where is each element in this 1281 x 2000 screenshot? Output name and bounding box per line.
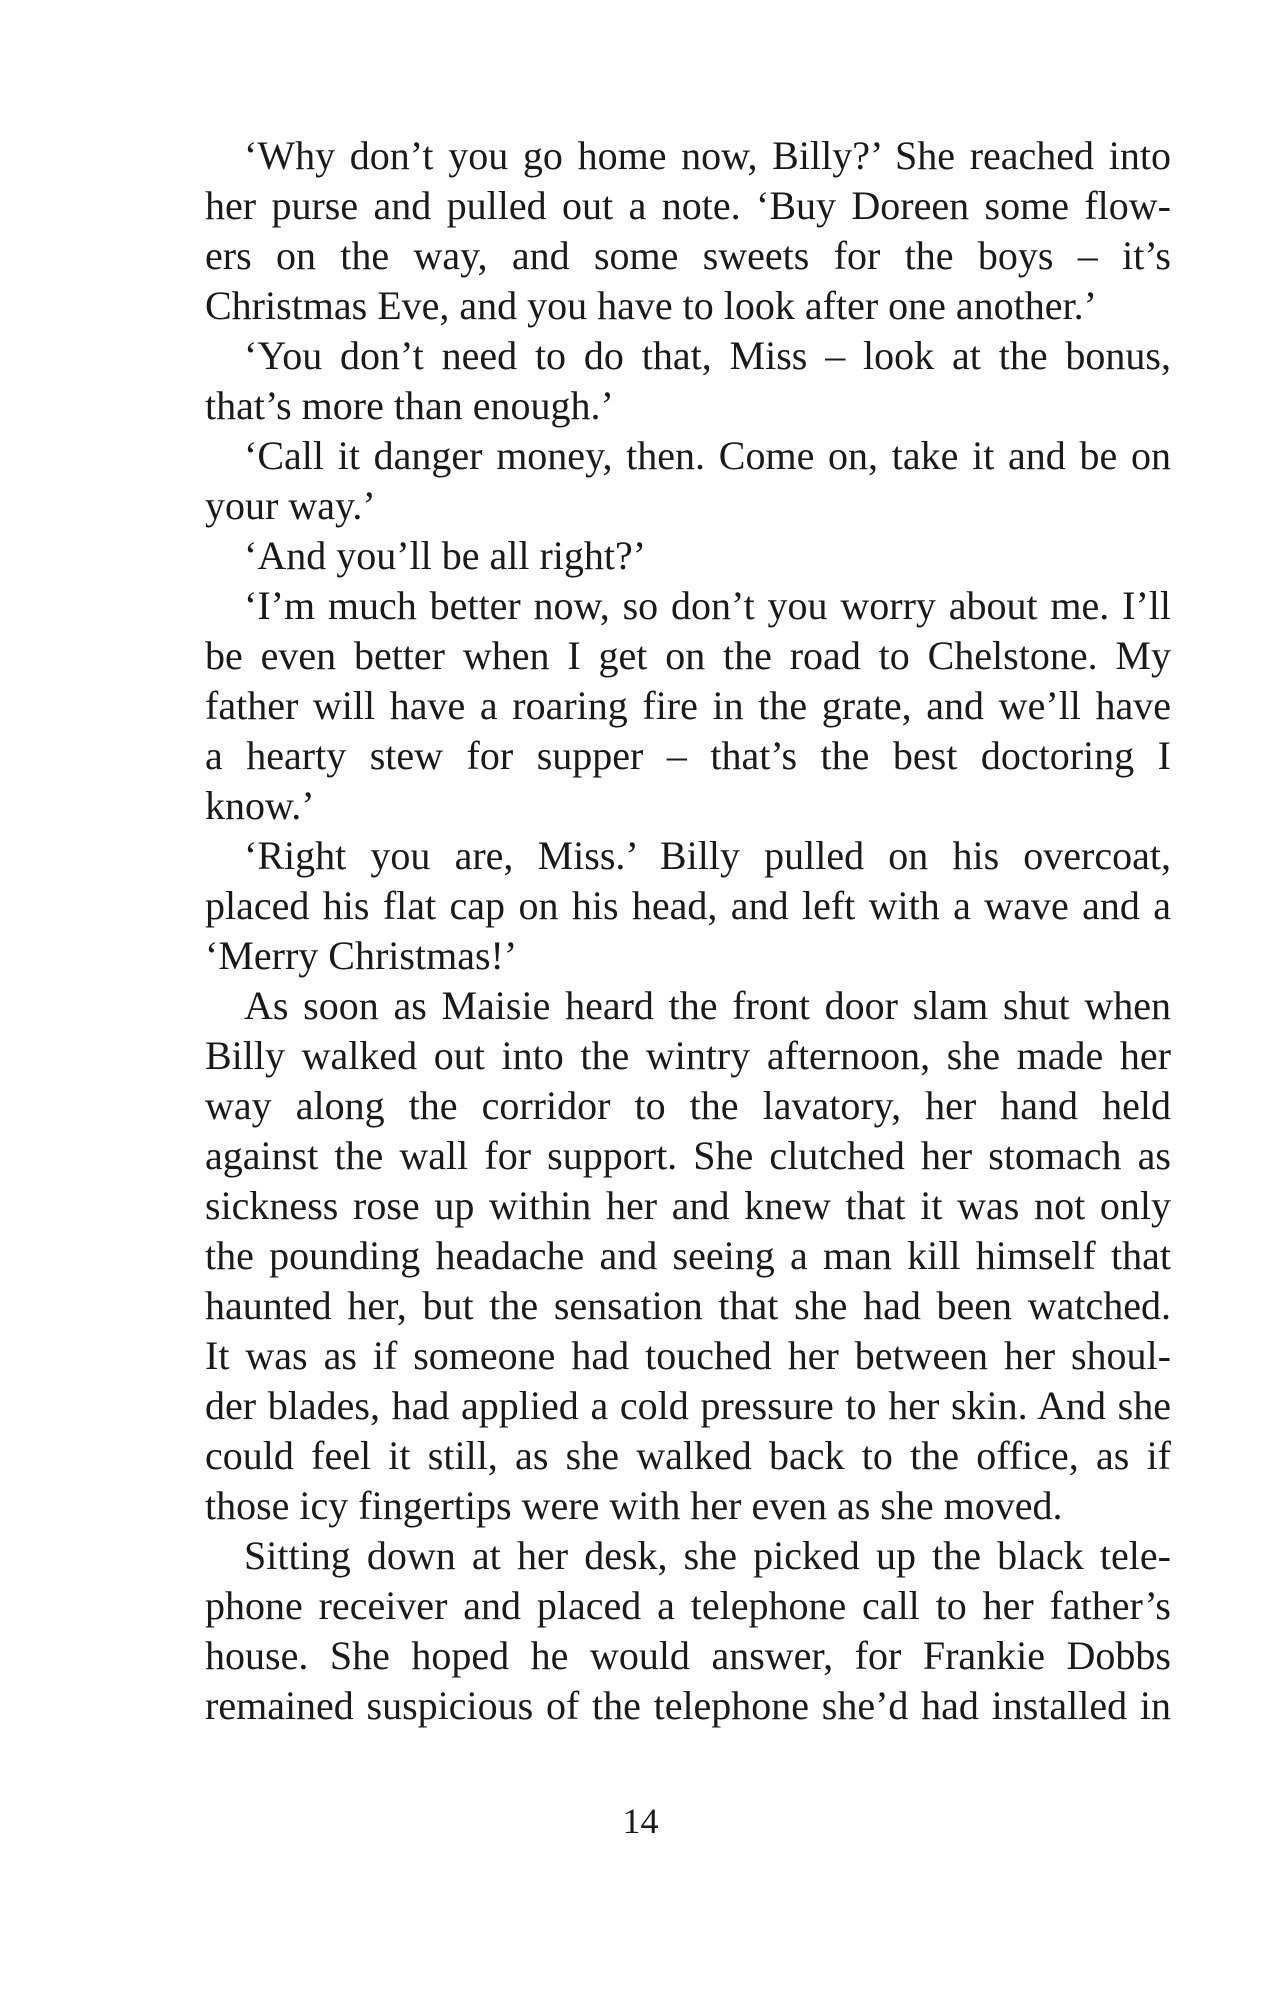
text-line: those icy fingertips were with her even as she moved. [205,1483,1063,1528]
text-line: It was as if someone had touched her between her shoul- [205,1333,1171,1378]
text-line: ‘Call it danger money, then. Come on, take it and be on [244,433,1171,478]
text-line: a hearty stew for supper – that’s the best doctoring I [205,733,1171,778]
text-line: could feel it still, as she walked back to the office, as if [205,1433,1171,1478]
text-line: ‘Why don’t you go home now, Billy?’ She reached into [244,133,1171,178]
text-line: ers on the way, and some sweets for the boys – it’s [205,233,1171,278]
text-line: way along the corridor to the lavatory, her hand held [205,1083,1171,1128]
text-line: know.’ [205,783,315,828]
text-line: remained suspicious of the telephone she’d had installed in [205,1683,1171,1728]
text-line: father will have a roaring fire in the grate, and we’ll have [205,683,1171,728]
text-line: der blades, had applied a cold pressure to her skin. And she [205,1383,1171,1428]
text-line: the pounding headache and seeing a man kill himself that [205,1233,1171,1278]
text-line: phone receiver and placed a telephone call to her father’s [205,1583,1171,1628]
text-line: ‘And you’ll be all right?’ [244,533,647,578]
page-number: 14 [622,1801,659,1841]
text-line: haunted her, but the sensation that she had been watched. [205,1283,1171,1328]
text-line: be even better when I get on the road to Chelstone. My [205,633,1171,678]
text-line: placed his flat cap on his head, and left with a wave and a [205,883,1171,928]
text-line: her purse and pulled out a note. ‘Buy Doreen some flow- [205,183,1171,228]
text-line: house. She hoped he would answer, for Frankie Dobbs [205,1633,1171,1678]
text-line: Christmas Eve, and you have to look after one another.’ [205,283,1097,328]
text-line: sickness rose up within her and knew that it was not only [205,1183,1171,1228]
text-line: ‘Merry Christmas!’ [205,933,518,978]
text-line: your way.’ [205,483,376,528]
text-line: ‘You don’t need to do that, Miss – look at the bonus, [244,333,1171,378]
text-line: that’s more than enough.’ [205,383,614,428]
text-line: As soon as Maisie heard the front door slam shut when [244,983,1171,1028]
text-line: ‘Right you are, Miss.’ Billy pulled on his overcoat, [244,833,1171,878]
text-line: ‘I’m much better now, so don’t you worry about me. I’ll [244,583,1171,628]
text-line: against the wall for support. She clutched her stomach as [205,1133,1171,1178]
text-line: Sitting down at her desk, she picked up the black tele- [244,1533,1171,1578]
text-line: Billy walked out into the wintry afternoon, she made her [205,1033,1171,1078]
